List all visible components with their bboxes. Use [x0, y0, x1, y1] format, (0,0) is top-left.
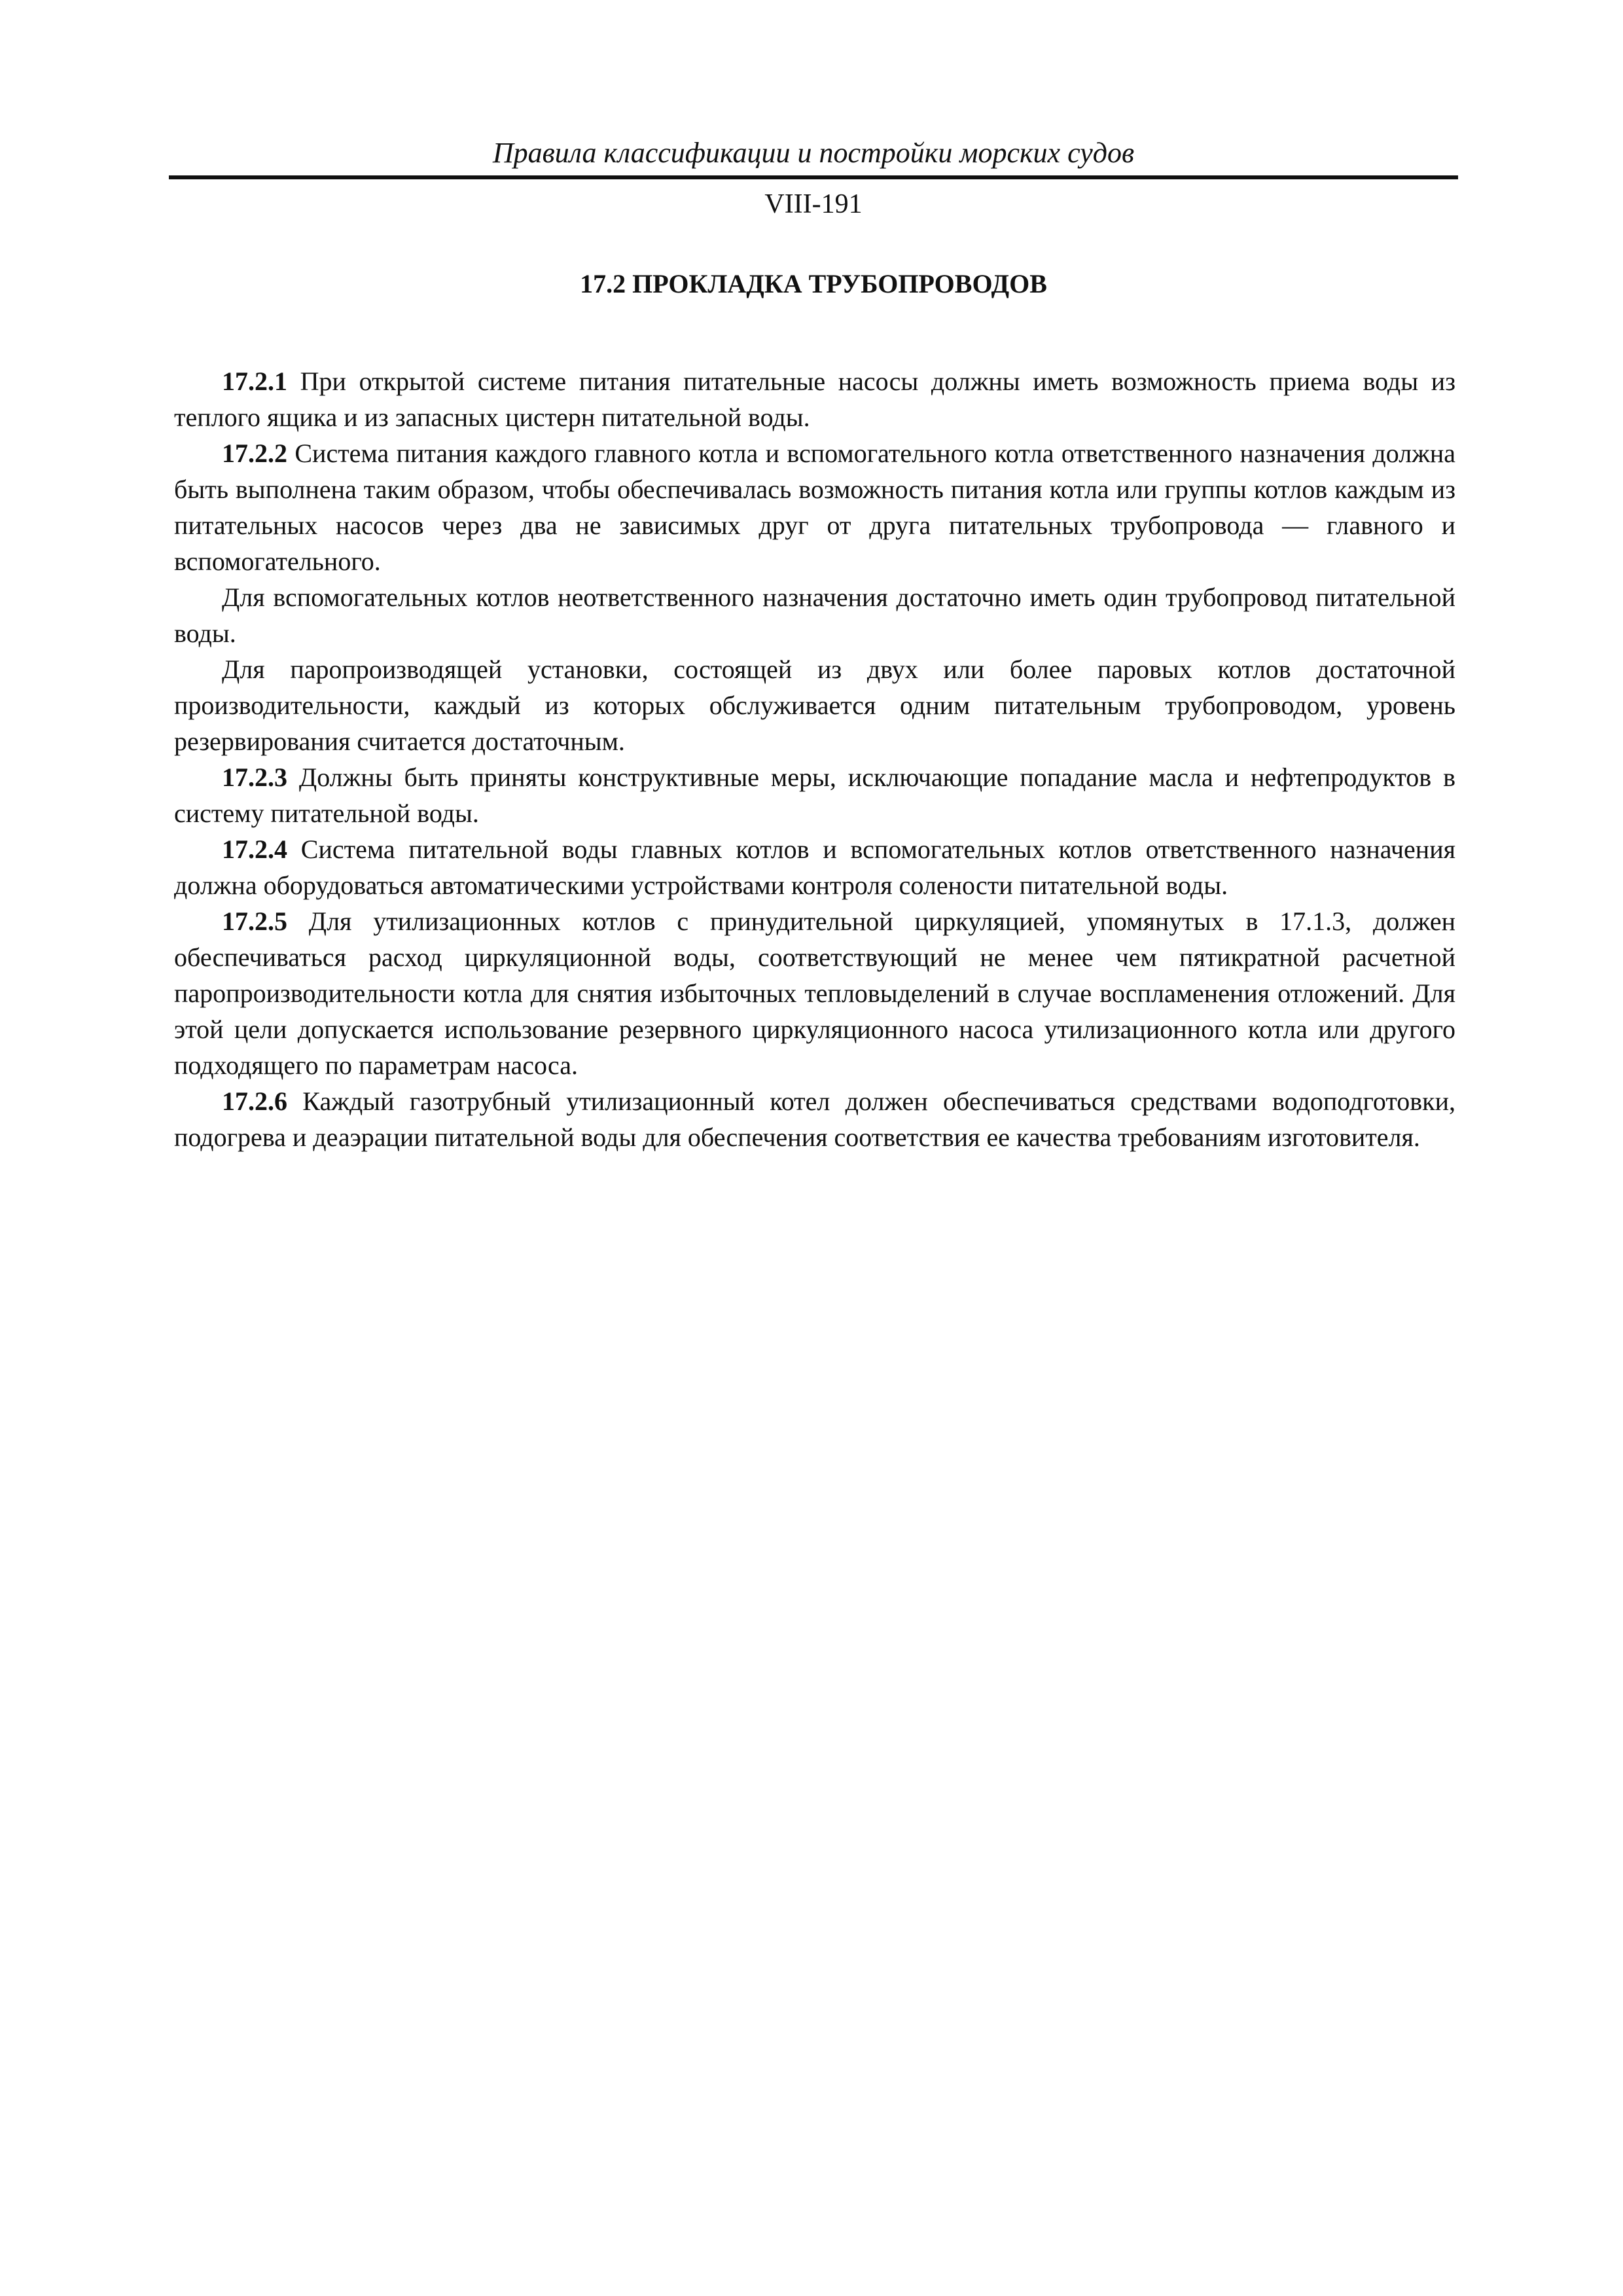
running-header: Правила классификации и постройки морских судов	[492, 137, 1135, 169]
paragraph-17-2-2	[174, 435, 1455, 579]
paragraph-17-2-2-cont-2	[174, 651, 1455, 759]
paragraph-text: Для вспомогательных котлов неответственного назначения достаточно иметь один трубопровод питательной воды.	[174, 583, 1455, 648]
clause-number: 17.2.1	[222, 367, 287, 396]
paragraph-text: Должны быть приняты конструктивные меры, исключающие попадание масла и нефтепродуктов в систему питательной воды.	[174, 762, 1455, 828]
paragraph-text: Для паропроизводящей установки, состоящей из двух или более паровых котлов достаточной производительности, каждый из которых обслуживается одним питательным трубопроводом, уровень резервирования считается достаточным.	[174, 655, 1455, 756]
clause-number: 17.2.4	[222, 834, 287, 864]
paragraph-17-2-4	[174, 831, 1455, 903]
paragraph-17-2-1	[174, 363, 1455, 435]
paragraph-text: Система питания каждого главного котла и вспомогательного котла ответственного назначения должна быть выполнена таким образом, чтобы обеспечивалась возможность питания котла или группы котлов каждым из питательных насосов через два не зависимых друг от друга питательных трубопровода — главного и вспомогательного.	[174, 439, 1455, 576]
paragraph-text: Каждый газотрубный утилизационный котел должен обеспечиваться средствами водоподготовки, подогрева и деаэрации питательной воды для обеспечения соответствия ее качества требованиям изготовителя.	[174, 1086, 1455, 1152]
section-body	[174, 363, 1455, 1155]
page-number: VIII-191	[764, 189, 863, 219]
paragraph-text: Система питательной воды главных котлов и вспомогательных котлов ответственного назначения должна оборудоваться автоматическими устройствами контроля солености питательной воды.	[174, 834, 1455, 900]
paragraph-17-2-5	[174, 903, 1455, 1083]
header-rule	[169, 175, 1458, 179]
paragraph-17-2-2-cont-1	[174, 579, 1455, 651]
section-title: 17.2 ПРОКЛАДКА ТРУБОПРОВОДОВ	[580, 269, 1047, 298]
clause-number: 17.2.2	[222, 439, 287, 468]
paragraph-text: Для утилизационных котлов с принудительной циркуляцией, упомянутых в 17.1.3, должен обеспечиваться расход циркуляционной воды, соответствующий не менее чем пятикратной расчетной паропроизводительности котла для снятия избыточных тепловыделений в случае воспламенения отложений. Для этой цели допускается использование резервного циркуляционного насоса утилизационного котла или другого подходящего по параметрам насоса.	[174, 906, 1455, 1080]
paragraph-17-2-6	[174, 1083, 1455, 1155]
clause-number: 17.2.5	[222, 906, 287, 936]
paragraph-text: При открытой системе питания питательные насосы должны иметь возможность приема воды из теплого ящика и из запасных цистерн питательной воды.	[174, 367, 1455, 432]
clause-number: 17.2.3	[222, 762, 287, 792]
clause-number: 17.2.6	[222, 1086, 287, 1116]
paragraph-17-2-3	[174, 759, 1455, 831]
